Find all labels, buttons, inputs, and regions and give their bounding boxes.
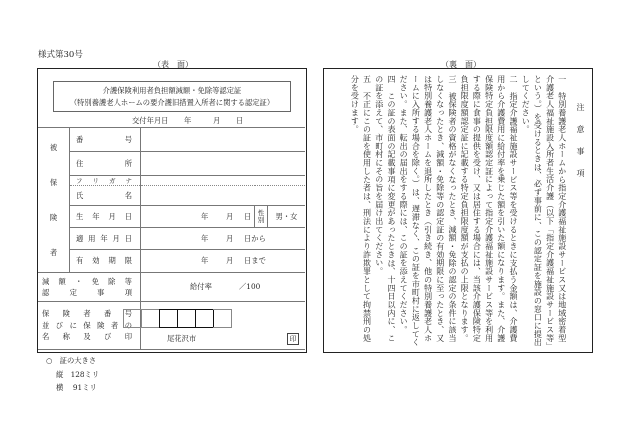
certificate-back: [323, 68, 593, 353]
notes-heading: 注意事項: [576, 103, 585, 191]
digit-box[interactable]: [159, 309, 178, 328]
note-item-1: 一 特別養護老人ホームから指定介護福祉施設サービス又は地域密着型介護老人福祉施設入所者生活介護（以下「指定介護福祉施設サービス等」という。）を受けるときは、必ず事前に、この認定証を施設の窓口に提出してください。: [521, 75, 567, 347]
name-field[interactable]: [141, 186, 306, 206]
note-item-3: 三 被保険者の資格がなくなったとき、減額・免除の認定の条件に該当しなくなったとき、減額・免除等の認定証の有効期限に至ったとき、又は特別養護老人ホームを退所したとき（引き続き、他の特別養護老人ホームに入所する場合を除く。）は、遅滞なく、この証を市町村に返してください。また、転出の届出をする際には、この証を添えてください。: [399, 75, 457, 347]
valid-until-field[interactable]: 年 月 日まで: [141, 250, 306, 273]
insurer-number-boxes: [124, 309, 232, 328]
title-line-2: （特別養護老人ホームの要介護旧措置入所者に関する認定証）: [69, 98, 275, 107]
size-note-heading: ○ 証の大きさ: [46, 356, 97, 365]
certificate-table: [38, 127, 305, 350]
applicable-date-field[interactable]: 年 月 日から: [141, 228, 306, 250]
note-item-2: 二 指定介護福祉施設サービス等を受けるときに支払う金額は、介護費用から介護費用に給付率を乗じた額を引いた額になります。また、介護保険特定負担限度額認定証によって指定介護福祉施設サービス等を利用する際に食事の提供を受け、又は居住する場合には、当該介護保険特定負担限度額認定証に記載する特定負担限度額が支払の上限となります。: [460, 75, 518, 343]
issue-date-label: 交付年月日: [132, 116, 169, 125]
name-label: 氏 名: [70, 186, 141, 206]
size-note-height: 縦 128ミリ: [56, 370, 100, 379]
birth-date-label: 生 年 月 日: [70, 206, 141, 228]
front-side-label: （表 面）: [153, 60, 193, 69]
birth-date-field[interactable]: 年 月 日: [141, 206, 255, 228]
sex-field[interactable]: 男・女: [268, 206, 306, 228]
furigana-field[interactable]: [141, 176, 306, 186]
note-item-5: 五 不正にこの証を使用した者は、刑法により詐欺罪として拘禁刑の処分を受けます。: [350, 75, 372, 343]
digit-box[interactable]: [195, 309, 214, 328]
number-label: 番 号: [70, 128, 141, 152]
valid-until-label: 有 効 期 限: [70, 250, 141, 273]
address-label: 住 所: [70, 152, 141, 176]
digit-box[interactable]: [177, 309, 196, 328]
seal-icon: 印: [287, 333, 299, 345]
title-line-1: 介護保険利用者負担額減額・免除等認定証: [102, 86, 242, 95]
address-field[interactable]: [141, 152, 306, 176]
insurer-label: 保 険 者 番 号 並 び に 保 険 者 の 名 称 及 び 印: [38, 302, 141, 350]
notes-columns: [348, 75, 586, 347]
certificate-front: 介護保険利用者負担額減額・免除等認定証 （特別養護老人ホームの要介護旧措置入所者に関する認定証） 交付年月日 年 月 日 被 保 険 者 番 号 住 所 フ リ ガ ナ 氏 名 生 年 月 日 年 月 日 性別 男・女 適 用 年 月 日 年 月 日から 有 効 期 限 年 月 日まで 減 額 ・ 免 除 等 認 定 事 項 給付率 ／100 保 険 者 番 号 並 び に 保 険 者 の 名 称 及 び 印 尾花沢市 印: [37, 68, 307, 353]
furigana-label: フ リ ガ ナ: [70, 176, 141, 186]
digit-box[interactable]: [213, 309, 232, 328]
size-note-width: 横 91ミリ: [56, 383, 97, 392]
benefit-rate-field[interactable]: 給付率 ／100: [141, 273, 306, 302]
note-item-4: 四 この証の表面の記載事項に変更があったときは、十四日以内に、この証を添えて、市町村にその旨を届け出てください。: [374, 75, 396, 343]
back-side-label: （裏 面）: [441, 60, 481, 69]
sex-label: 性別: [255, 206, 268, 228]
insurer-name: 尾花沢市: [167, 334, 197, 343]
digit-box[interactable]: [141, 309, 160, 328]
certificate-title: [53, 81, 291, 112]
applicable-date-label: 適 用 年 月 日: [70, 228, 141, 250]
digit-box[interactable]: [123, 309, 142, 328]
number-field[interactable]: [141, 128, 306, 152]
reduction-label: 減 額 ・ 免 除 等 認 定 事 項: [38, 273, 141, 302]
insured-header: 被 保 険 者: [38, 128, 70, 273]
insurer-field: [141, 302, 306, 350]
form-number: 様式第30号: [38, 50, 83, 60]
